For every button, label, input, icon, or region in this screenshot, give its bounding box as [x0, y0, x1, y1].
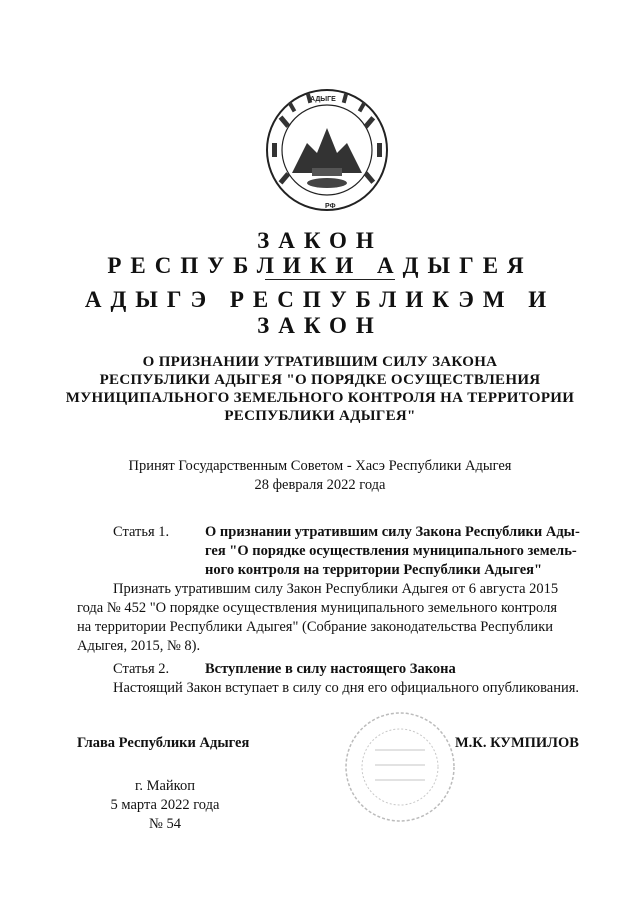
article-2-text: Настоящий Закон вступает в силу со дня его официального опубликования. [113, 680, 580, 696]
article-1-text-line: Признать утратившим силу Закон Республики Адыгея от 6 августа 2015 [113, 581, 559, 597]
article-1-text [77, 580, 591, 656]
place-city: г. Майкоп [135, 778, 195, 794]
header-line-2: РЕСПУБЛИКИ АДЫГЕЯ [107, 253, 533, 278]
law-title [0, 353, 640, 425]
place-date: 5 марта 2022 года [110, 797, 220, 813]
header-divider [265, 279, 395, 280]
official-seal-stamp [340, 710, 460, 825]
signature-position: Глава Республики Адыгея [77, 735, 250, 751]
article-1-heading-line: О признании утратившим силу Закона Республики Ады- [205, 524, 580, 540]
title-line: РЕСПУБЛИКИ АДЫГЕЯ" [224, 408, 416, 424]
header-line-3: АДЫГЭ РЕСПУБЛИКЭМ И [84, 287, 556, 312]
article-1-text-line: года № 452 "О порядке осуществления муниципального земельного контроля [77, 600, 557, 616]
law-number: № 54 [149, 816, 181, 832]
place-date-block [90, 777, 240, 834]
adoption-date: 28 февраля 2022 года [254, 477, 386, 493]
article-1-heading-line: ного контроля на территории Республики Адыгея" [205, 562, 543, 578]
article-1-heading [205, 523, 591, 580]
coat-of-arms-emblem [262, 88, 392, 213]
signature-name: М.К. КУМПИЛОВ [455, 735, 579, 751]
header-line-1: ЗАКОН [257, 228, 383, 253]
adoption-line: Принят Государственным Советом - Хасэ Республики Адыгея [128, 458, 512, 474]
article-2-heading: Вступление в силу настоящего Закона [205, 661, 456, 677]
title-line: О ПРИЗНАНИИ УТРАТИВШИМ СИЛУ ЗАКОНА [142, 354, 498, 370]
emblem-bottom-text: РФ [325, 203, 336, 210]
svg-text:АДЫГЕ: АДЫГЕ [310, 96, 336, 103]
article-1-label: Статья 1. [113, 524, 170, 540]
article-1-text-line: на территории Республики Адыгея" (Собрание законодательства Республики [77, 619, 554, 635]
article-1-text-line: Адыгея, 2015, № 8). [77, 638, 201, 654]
article-1-heading-line: гея "О порядке осуществления муниципального земель- [205, 543, 577, 559]
article-2-label: Статья 2. [113, 661, 170, 677]
title-line: МУНИЦИПАЛЬНОГО ЗЕМЕЛЬНОГО КОНТРОЛЯ НА ТЕРРИТОРИИ [65, 390, 575, 406]
header-line-4: ЗАКОН [257, 313, 383, 338]
title-line: РЕСПУБЛИКИ АДЫГЕЯ "О ПОРЯДКЕ ОСУЩЕСТВЛЕНИЯ [99, 372, 541, 388]
adoption-block [0, 457, 640, 495]
